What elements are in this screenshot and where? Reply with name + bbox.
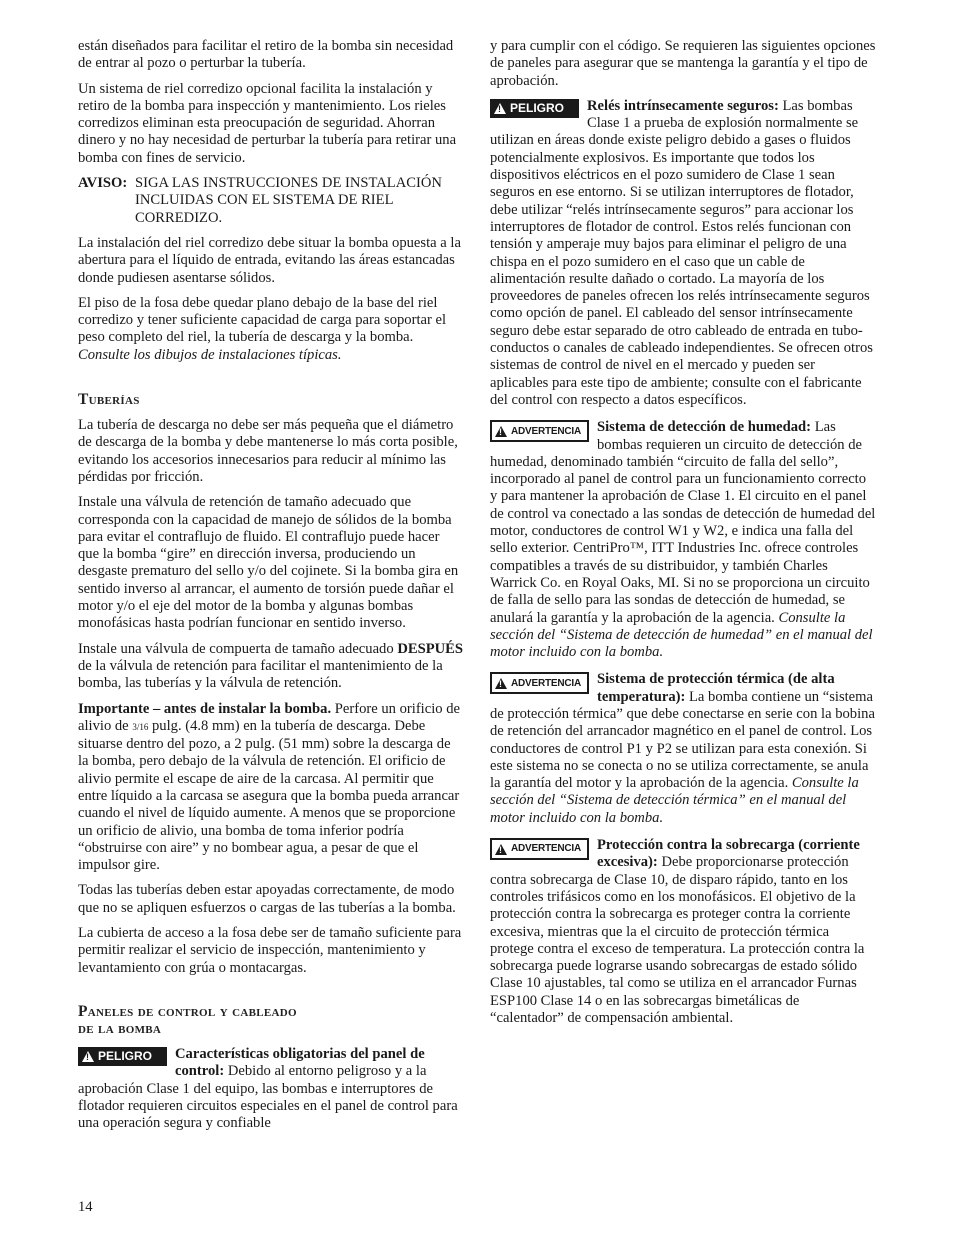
left-column xyxy=(78,38,464,1142)
right-column xyxy=(490,38,876,1037)
heading-tuberias: Tuberías xyxy=(78,391,140,409)
warning-caracteristicas-panel: ! PELIGRO Características obligatorias del panel de control: Debido al entorno peligroso y a la aprobación Clase 1 del equipo, las bombas e interruptores de flotador requieren circuitos especiales en el panel de control para una operación segura y confiable xyxy=(78,1046,464,1132)
aviso-notice xyxy=(78,175,464,227)
warning-proteccion-termica: ! ADVERTENCIA Sistema de protección térmica (de alta temperatura): La bomba contiene un “sistema de protección térmica” que debe conectarse en serie con la bobina de retención del arrancador magnético en el panel de control. Los conductores de control P1 y P2 se utilizan para esta conexión. Si este sistema no se conecta o no se utiliza correctamente, se anula la garantía del motor y la aprobación de la agencia. Consulte la sección del “Sistema de detección térmica” en el manual del motor incluido con la bomba. xyxy=(490,671,876,827)
warning-reles-seguros: ! PELIGRO Relés intrínsecamente seguros: Las bombas Clase 1 a prueba de explosión normalmente se utilizan en áreas donde existe peligro debido a gases o fluidos potencialmente explosivos. Es importante que todos los dispositivos eléctricos en el pozo sumidero de Clase 1 sean seguros en ese entorno. Si se utilizan interruptores de flotador, debe utilizar “relés intrínsecamente seguros” para accionar los interruptores de flotador de control. Estos relés funcionan con tensión y amperaje muy bajos para eliminar el peligro de una chispa en el pozo sumidero en el caso que un cable de alimentación resulte dañado o cortado. La mayoría de los proveedores de paneles ofrecen los relés intrínsecamente seguros como opción de panel. El cableado del sensor intrínsecamente seguro debe estar separado de otro cableado de entrada en tubo-conductos o canales de cableado independientes. Se ofrecen otros sistemas de control de nivel en el mercado y pueden ser aplicables para este tipo de ambiente; consulte con el fabricante del control con respecto a datos específicos. xyxy=(490,98,876,409)
paragraph-orificio-alivio: Importante – antes de instalar la bomba. Perfore un orificio de alivio de 3/16 pulg. (4.8 mm) en la tubería de descarga. Debe situarse dentro del pozo, a 2 pulg. (51 mm) sobre la descarga de la bomba, pero debajo de la válvula de retención. El orificio de alivio permite el escape de aire de la carcasa. Al permitir que entre líquido a la carcasa se asegura que la bomba pueda arrancar cuando el nivel de líquido aumente. A menos que se proporcione un orificio de alivio, una bomba de toma inferior podría “obstruirse con aire” y no bombear agua, a pesar de que el impulsor gire. xyxy=(78,700,460,874)
advertencia-badge: ! ADVERTENCIA xyxy=(490,838,589,860)
advertencia-badge: ! ADVERTENCIA xyxy=(490,672,589,694)
warning-triangle-icon xyxy=(495,426,507,437)
paragraph-cubierta-acceso: La cubierta de acceso a la fosa debe ser de tamaño suficiente para permitir realizar el servicio de inspección, mantenimiento y levantamiento con grúa o montacargas. xyxy=(78,925,462,976)
peligro-badge: ! PELIGRO xyxy=(78,1047,167,1066)
warning-triangle-icon xyxy=(82,1051,94,1062)
page-number: 14 xyxy=(78,1199,93,1215)
paragraph-riel-intro: están diseñados para facilitar el retiro de la bomba sin necesidad de entrar al pozo o perturbar la tubería. xyxy=(78,38,454,72)
fraction: 3/16 xyxy=(132,721,149,732)
paragraph-valvula-retencion: Instale una válvula de retención de tamaño adecuado que corresponda con la capacidad de manejo de sólidos de la bomba para evitar el contraflujo de fluido. El contraflujo puede hacer que la bomba “gire” en dirección inversa, produciendo un desgaste prematuro del sello y/o del cojinete. Si la bomba gira en sentido inverso al arrancar, el aumento de torsión puede dañar el motor y/o el eje del motor de la bomba y algunas bombas monofásicas hasta podrían funcionar en sentido inverso. xyxy=(78,494,459,632)
italic-reference: Consulte los dibujos de instalaciones típicas. xyxy=(78,346,342,363)
peligro-badge: ! PELIGRO xyxy=(490,99,579,118)
aviso-label: AVISO: xyxy=(78,175,128,192)
paragraph-opciones-paneles: y para cumplir con el código. Se requieren las siguientes opciones de paneles para asegurar que se mantenga la garantía y el tipo de aprobación. xyxy=(490,38,876,89)
warning-triangle-icon xyxy=(495,844,507,855)
heading-paneles-control: Paneles de control y cableado de la bomba xyxy=(78,1002,297,1037)
paragraph-tuberia-descarga: La tubería de descarga no debe ser más pequeña que el diámetro de descarga de la bomba y debe mantenerse lo más corta posible, evitando los accesorios innecesarios para reducir al mínimo las pérdidas por fricción. xyxy=(78,417,458,485)
warning-triangle-icon xyxy=(495,678,507,689)
paragraph-riel-sistema: Un sistema de riel corredizo opcional facilita la instalación y retiro de la bomba para inspección y mantenimiento. Los rieles corredizos eliminan esta preocupación de seguridad. Ahorran dinero y no hay necesidad de perturbar la tubería para retirar una bomba con fines de servicio. xyxy=(78,80,457,166)
paragraph-piso-fosa: El piso de la fosa debe quedar plano debajo de la base del riel corredizo y tener suficiente capacidad de carga para soportar el peso completo del riel, la tubería de descarga y la bomba. Consulte los dibujos de instalaciones típicas. xyxy=(78,294,447,363)
advertencia-badge: ! ADVERTENCIA xyxy=(490,420,589,442)
warning-sobrecarga: ! ADVERTENCIA Protección contra la sobrecarga (corriente excesiva): Debe proporcionarse protección contra sobrecarga de Clase 10, de disparo rápido, tanto en los controles trifásicos como en los monofásicos. El objetivo de la protección contra la sobrecarga es proteger contra la corriente excesiva, mientras que la el circuito de protección térmica protege contra el exceso de temperatura. La protección contra la sobrecarga puede lograrse usando sobrecargas de estado sólido Clase 10 ajustables, tal como se utiliza en el arrancador Furnas ESP100 Clase 14 o en las sobrecargas bimetálicas de “calentador” de compensación ambiental. xyxy=(490,837,876,1027)
paragraph-apoyo-tuberias: Todas las tuberías deben estar apoyadas correctamente, de modo que no se apliquen esfuerzos o cargas de las tuberías a la bomba. xyxy=(78,882,456,916)
warning-triangle-icon xyxy=(494,103,506,114)
paragraph-riel-instalacion: La instalación del riel corredizo debe situar la bomba opuesta a la abertura para el líquido de entrada, evitando las áreas estancadas donde pudiesen asentarse sólidos. xyxy=(78,234,461,286)
warning-deteccion-humedad: ! ADVERTENCIA Sistema de detección de humedad: Las bombas requieren un circuito de detección de humedad, denominado también “circuito de falla del sello”, incorporado al panel de control para un funcionamiento correcto y para mantener la aprobación de Clase 1. El circuito en el panel de control va conectado a las sondas de detección de humedad del motor, conductores de control W1 y W2, e indica una falla del sello exterior. CentriPro™, ITT Industries Inc. ofrece controles compatibles a través de su distribuidor, y también Charles Warrick Co. en Royal Oaks, MI. Si no se proporciona un circuito de falla de sello para las sondas de detección de humedad, se anulará la garantía y la aprobación de la agencia. Consulte la sección del “Sistema de detección de humedad” en el manual del motor incluido con la bomba. xyxy=(490,419,876,661)
aviso-text: SIGA LAS INSTRUCCIONES DE INSTALACIÓN INCLUIDAS CON EL SISTEMA DE RIEL CORREDIZO. xyxy=(135,175,442,226)
paragraph-valvula-compuerta: Instale una válvula de compuerta de tamaño adecuado DESPUÉS de la válvula de retención para facilitar el mantenimiento de la bomba, las tuberías y la válvula de retención. xyxy=(78,640,464,692)
